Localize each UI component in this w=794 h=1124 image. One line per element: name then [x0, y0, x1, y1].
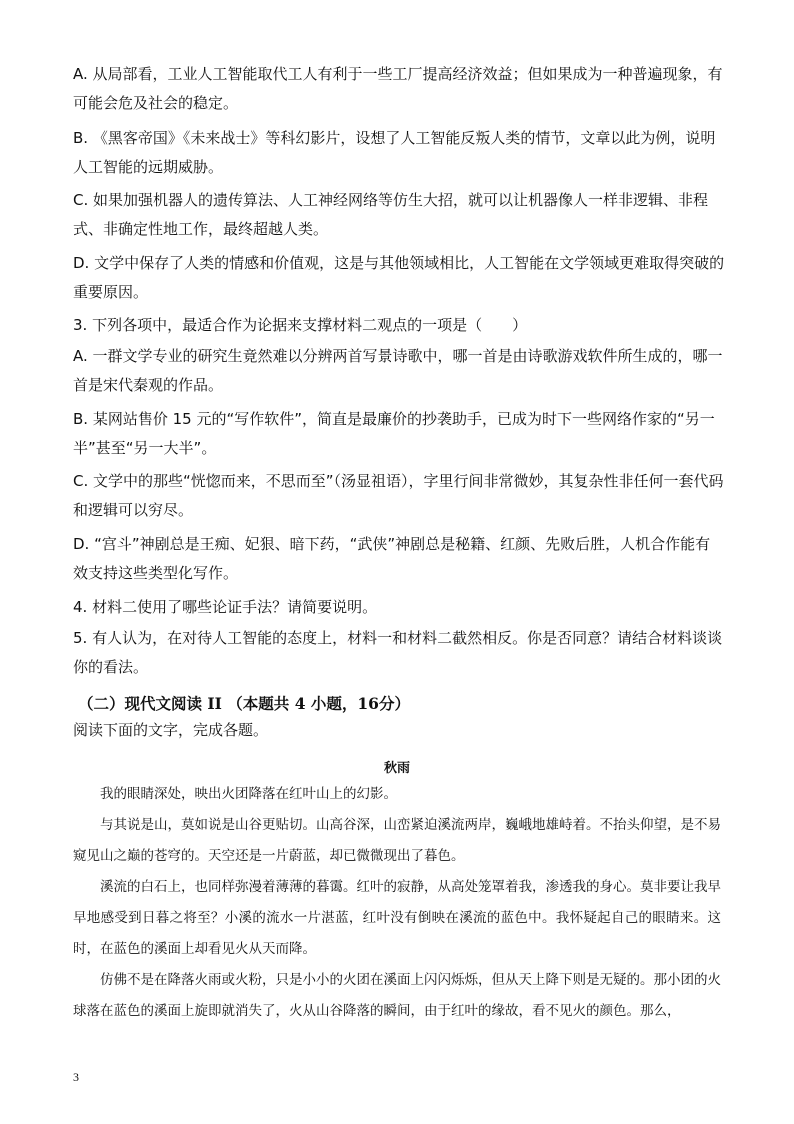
q2-option-c: C. 如果加强机器人的遗传算法、人工神经网络等仿生大招，就可以让机器像人一样非逻辑、非程式、非确定性地工作，最终超越人类。	[73, 191, 709, 238]
story-paragraph-2: 与其说是山，莫如说是山谷更贴切。山高谷深，山峦紧迫溪流两岸，巍峨地雄峙着。不抬头仰望，是不易窥见山之巅的苍穹的。天空还是一片蔚蓝，却已微微现出了暮色。	[73, 817, 721, 864]
q4-question: 4. 材料二使用了哪些论证手法？请简要说明。	[73, 598, 378, 616]
q2-option-d: D. 文学中保存了人类的情感和价值观，这是与其他领域相比，人工智能在文学领域更难取得突破的重要原因。	[73, 254, 725, 301]
section-instruction: 阅读下面的文字，完成各题。	[73, 721, 269, 739]
q2-option-a: A. 从局部看，工业人工智能取代工人有利于一些工厂提高经济效益；但如果成为一种普遍现象，有可能会危及社会的稳定。	[73, 65, 723, 112]
page-number: 3	[73, 1070, 79, 1084]
q5-question: 5. 有人认为，在对待人工智能的态度上，材料一和材料二截然相反。你是否同意？请结合材料谈谈你的看法。	[73, 629, 723, 676]
q3-option-b: B. 某网站售价 15 元的“写作软件”，简直是最廉价的抄袭助手，已成为时下一些网络作家的“另一半”甚至“另一大半”。	[73, 410, 715, 457]
story-title: 秋雨	[383, 761, 410, 776]
story-paragraph-4: 仿佛不是在降落火雨或火粉，只是小小的火团在溪面上闪闪烁烁，但从天上降下则是无疑的。那小团的火球落在蓝色的溪面上旋即就消失了，火从山谷降落的瞬间，由于红叶的缘故，看不见火的颜色。那么，	[73, 972, 721, 1019]
story-paragraph-3: 溪流的白石上，也同样弥漫着薄薄的暮霭。红叶的寂静，从高处笼罩着我，渗透我的身心。莫非要让我早早地感受到日暮之将至？小溪的流水一片湛蓝，红叶没有倒映在溪流的蓝色中。我怀疑起自己的眼睛来。这时，在蓝色的溪面上却看见火从天而降。	[73, 879, 721, 957]
q3-option-a: A. 一群文学专业的研究生竟然难以分辨两首写景诗歌中，哪一首是由诗歌游戏软件所生成的，哪一首是宋代秦观的作品。	[73, 347, 723, 394]
q2-option-b: B. 《黑客帝国》《未来战士》等科幻影片，设想了人工智能反叛人类的情节，文章以此为例，说明人工智能的远期威胁。	[73, 129, 716, 176]
story-paragraph-1: 我的眼睛深处，映出火团降落在红叶山上的幻影。	[100, 786, 397, 802]
q3-stem: 3. 下列各项中，最适合作为论据来支撑材料二观点的一项是（ ）	[73, 316, 528, 334]
q3-option-c: C. 文学中的那些“恍惚而来，不思而至”（汤显祖语），字里行间非常微妙，其复杂性非任何一套代码和逻辑可以穷尽。	[73, 472, 724, 519]
section-heading: （二）现代文阅读 II （本题共 4 小题，16分）	[78, 694, 410, 713]
q3-option-d: D. “宫斗”神剧总是王痴、妃狠、暗下药，“武侠”神剧总是秘籍、红颜、先败后胜，人机合作能有效支持这些类型化写作。	[73, 535, 711, 582]
